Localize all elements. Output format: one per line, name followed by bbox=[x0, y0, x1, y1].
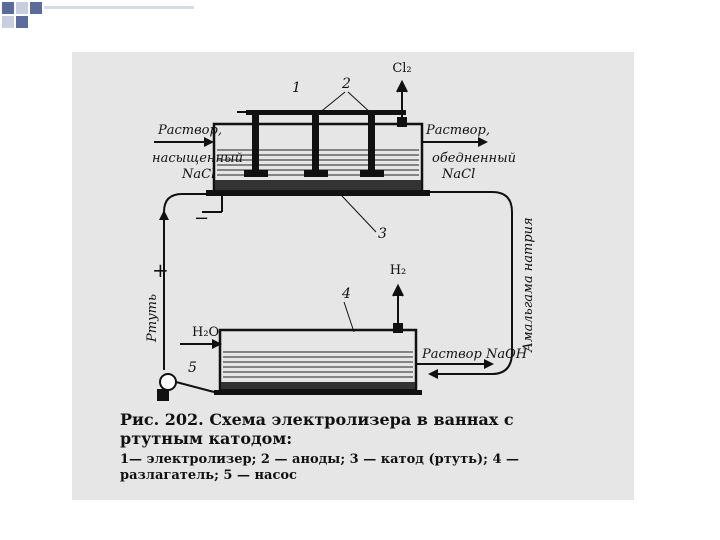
chlorine-outlet bbox=[397, 82, 407, 126]
outlet-line-1: Раствор, bbox=[426, 123, 490, 138]
marker-3: 3 bbox=[378, 226, 387, 242]
figure-caption-legend: 1— электролизер; 2 — аноды; 3 — катод (ртуть); 4 — разлагатель; 5 — насос bbox=[120, 452, 520, 483]
inlet-line-1: Раствор, bbox=[158, 123, 222, 138]
hydrogen-outlet bbox=[393, 286, 403, 332]
marker-5: 5 bbox=[188, 360, 197, 376]
outlet-line-3: NaCl bbox=[442, 167, 476, 182]
label-h2: H₂ bbox=[389, 263, 407, 278]
label-cl2: Cl₂ bbox=[392, 61, 412, 76]
label-h2o: H₂O bbox=[192, 325, 220, 340]
inlet-line-2: насыщенный bbox=[152, 151, 243, 166]
brine-inlet-arrow bbox=[154, 137, 214, 147]
label-naoh: Раствор NaOH bbox=[422, 347, 528, 362]
figure-caption-title: Рис. 202. Схема электролизера в ваннах с ртутным катодом: bbox=[120, 410, 514, 448]
inlet-line-3: NaCl bbox=[182, 167, 216, 182]
label-anode-sign: + bbox=[152, 258, 169, 282]
slide-corner-decoration bbox=[0, 0, 200, 40]
marker-4: 4 bbox=[342, 286, 351, 302]
brine-outlet-arrow bbox=[422, 137, 488, 147]
marker-1: 1 bbox=[292, 80, 301, 96]
marker-2: 2 bbox=[342, 76, 351, 92]
label-cathode-sign: − bbox=[194, 208, 210, 229]
decomposer bbox=[214, 330, 422, 395]
anodes bbox=[237, 110, 406, 177]
water-inlet-arrow bbox=[180, 339, 222, 349]
label-amalgam: Амальгама натрия bbox=[521, 217, 536, 352]
label-mercury: Ртуть bbox=[145, 293, 160, 342]
pump bbox=[158, 374, 214, 400]
outlet-line-2: обедненный bbox=[432, 151, 517, 166]
